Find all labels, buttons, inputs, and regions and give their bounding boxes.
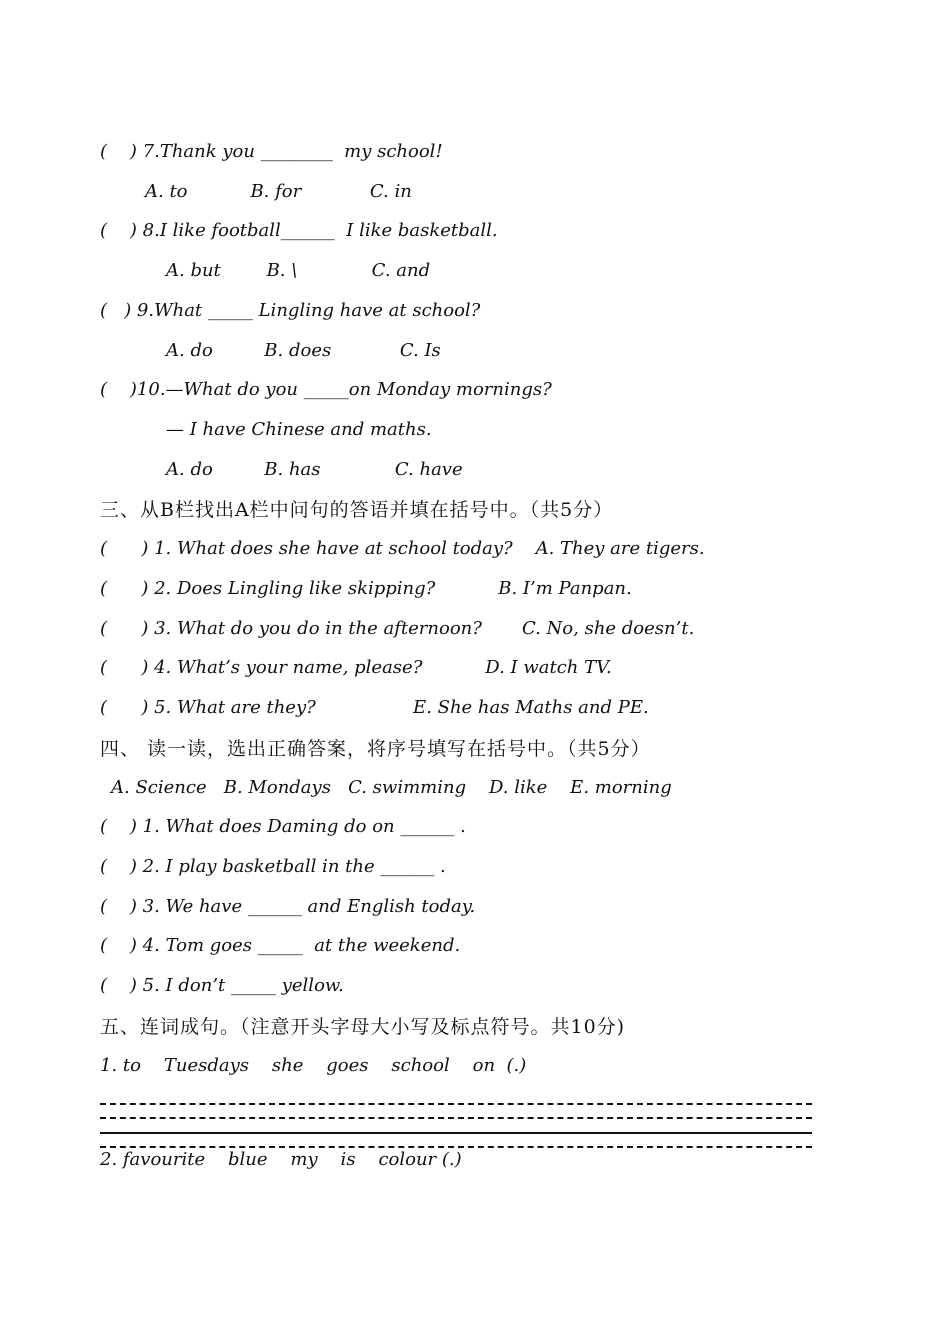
section-3-item-2: ( ) 2. Does Lingling like skipping? B. I’m Panpan. [100, 578, 632, 599]
section-4-heading: 四、 读一读，选出正确答案，将序号填写在括号中。（共5分） [100, 738, 651, 760]
section-4-item-2: ( ) 2. I play basketball in the ______ . [100, 856, 446, 877]
question-8: ( ) 8.I like football______ I like basketball. [100, 220, 498, 241]
section-4-item-3: ( ) 3. We have ______ and English today. [100, 896, 476, 917]
section-4-item-5: ( ) 5. I don’t _____ yellow. [100, 975, 344, 996]
section-5-heading: 五、连词成句。（注意开头字母大小写及标点符号。共10分) [100, 1016, 626, 1038]
writing-guide-line-1 [100, 1103, 812, 1105]
writing-guide-line-2 [100, 1117, 812, 1119]
section-3-item-3: ( ) 3. What do you do in the afternoon? C. No, she doesn’t. [100, 618, 695, 639]
question-10: ( )10.—What do you _____on Monday mornings? [100, 379, 552, 400]
section-5-item-2: 2. favourite blue my is colour (.) [100, 1149, 462, 1170]
question-9-options: A. do B. does C. Is [166, 340, 441, 361]
section-4-item-4: ( ) 4. Tom goes _____ at the weekend. [100, 935, 461, 956]
question-9: ( ) 9.What _____ Lingling have at school? [100, 300, 481, 321]
section-3-heading: 三、从B栏找出A栏中问句的答语并填在括号中。（共5分） [100, 499, 614, 521]
section-5-item-1: 1. to Tuesdays she goes school on (.) [100, 1055, 527, 1076]
question-7: ( ) 7.Thank you ________ my school! [100, 141, 443, 162]
question-10-answer-line: — I have Chinese and maths. [166, 419, 432, 440]
question-7-options: A. to B. for C. in [145, 181, 412, 202]
question-8-options: A. but B. \ C. and [166, 260, 431, 281]
section-4-item-1: ( ) 1. What does Daming do on ______ . [100, 816, 466, 837]
section-4-word-bank: A. Science B. Mondays C. swimming D. like E. morning [111, 777, 672, 798]
question-10-options: A. do B. has C. have [166, 459, 463, 480]
section-3-item-4: ( ) 4. What’s your name, please? D. I watch TV. [100, 657, 612, 678]
writing-guide-line-3 [100, 1132, 812, 1134]
section-3-item-1: ( ) 1. What does she have at school today? A. They are tigers. [100, 538, 705, 559]
section-3-item-5: ( ) 5. What are they? E. She has Maths and PE. [100, 697, 649, 718]
